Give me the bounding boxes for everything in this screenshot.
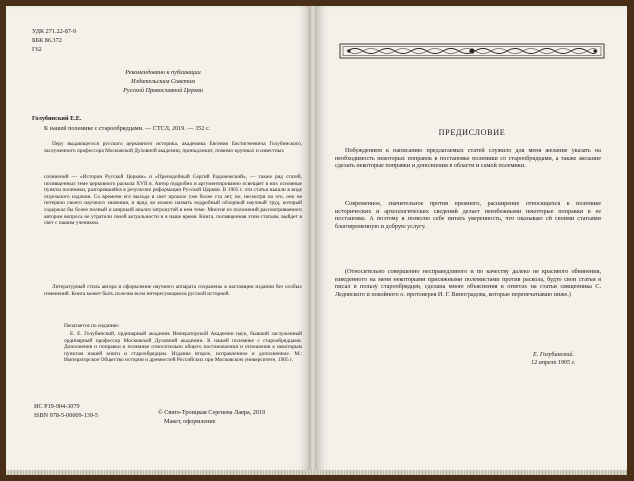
copyright-line-1: © Свято-Троицкая Сергиева Лавра, 2019 (158, 409, 266, 416)
bbk-code: ББК 86.372 (32, 37, 62, 44)
ornamental-header-band (339, 42, 605, 60)
preface-heading: ПРЕДИСЛОВИЕ (438, 128, 506, 137)
recommendation-line-1: Рекомендовано к публикации (125, 69, 201, 76)
printed-from-heading: Печатается по изданию: (64, 323, 120, 329)
annotation-paragraph-3: Литературный стиль автора и оформление научного аппарата сохранены в настоящем издании без особых изменений. Книга может быть полезна всем интересующимся русской историей. (44, 284, 302, 297)
annotation-paragraph-1: Перу выдающегося русского церковного историка, академика Евгения Евстигнеевича Голубинского, заслуженного профессора Московской Духовной академии, принадлежит, помимо крупных и известных (44, 141, 302, 154)
author-line: Голубинский Е.Е. (32, 115, 82, 122)
udk-code: УДК 271.22-87-9 (32, 28, 77, 35)
right-page (315, 6, 627, 472)
author-code: Г62 (32, 46, 42, 53)
page-edges (6, 470, 627, 475)
title-line: К нашей полемике с старообрядцами. — СТСЛ, 2019. — 352 с. (44, 125, 211, 132)
recommendation-line-3: Русской Православной Церкви (123, 87, 203, 94)
preface-paragraph-3: (Относительно совершенно несправедливого и по качеству далеко не красивого обвинения, взведенного на меня некоторыми присяжными полемистами против раскола, будто свои статьи я писал в пользу старообрядцев, сделана мною объяснения в ответах на статьи священника С. Ледовского и покойного о. протоиерея И. Г. Виноградова, которые перепечатываю ниже.) (335, 268, 601, 298)
copyright-line-2: Макет, оформление (164, 418, 216, 425)
ic-code: ИС Р19-904-3079 (34, 403, 80, 410)
left-page (6, 6, 311, 472)
preface-paragraph-2: Современное, значительное против прежнего, расширение относящихся к полемике исторических и археологических сведений делает неизбежными некоторые поправки в ее постановке. А поэтому я позволю себе питать уверенность, что оказываю сй своими статьями благовременную и добрую услугу. (335, 200, 601, 230)
recommendation-line-2: Издательским Советом (131, 78, 195, 85)
preface-date: 12 апреля 1905 г. (531, 359, 576, 366)
preface-paragraph-1: Побуждением к написанию предлагаемых статей служило для меня желание указать на необходимость некоторых поправок в постановке полемики со старообрядцами, а также желание сделать некоторые поправки и дополнения в области и самой полемики. (335, 147, 601, 170)
author-signature: Е. Голубинский. (533, 351, 575, 358)
isbn: ISBN 978-5-00009-139-5 (34, 412, 99, 419)
printed-from-text: Е. Е. Голубинский, ординарный академик Императорской Академии наук, бывший заслуженный ординарный профессор Московской Духовной академии. К нашей полемике с старообрядцами. Дополнения и поправки к полемике относительно общего постановления и отношения к некоторым пунктам нашей книги и старообрядцам. Издание второе, исправленное и дополненное. М.: Императорское Общество истории и древностей Российских при Московском университете, 1905 г. (64, 331, 302, 364)
annotation-paragraph-2: сочинений — «История Русской Церкви» и «Преподобный Сергий Радонежский», — также ряд статей, посвященных теме церковного раскола XVII в. Автор подробно и аргументированно освещает в них основные пункты полемики, разгоревшейся в результате реформации Русской Церкви. В 1905 г. эти статьи вышли в виде отдельного издания. Со времени его выхода в свет прошло уже более ста лет, но, несмотря на это, оно не потеряло своего научного значения, и вряд ли можно назвать подробный обзорный научный труд, который содержал бы более полный и широкий анализ затронутой в нем теме. Многие из положений рассматриваемого автором вопроса не утратили своей актуальности и в наше время. Книга, посвященная этим статьям, выйдет в свет с нашим учеником. (44, 174, 302, 227)
